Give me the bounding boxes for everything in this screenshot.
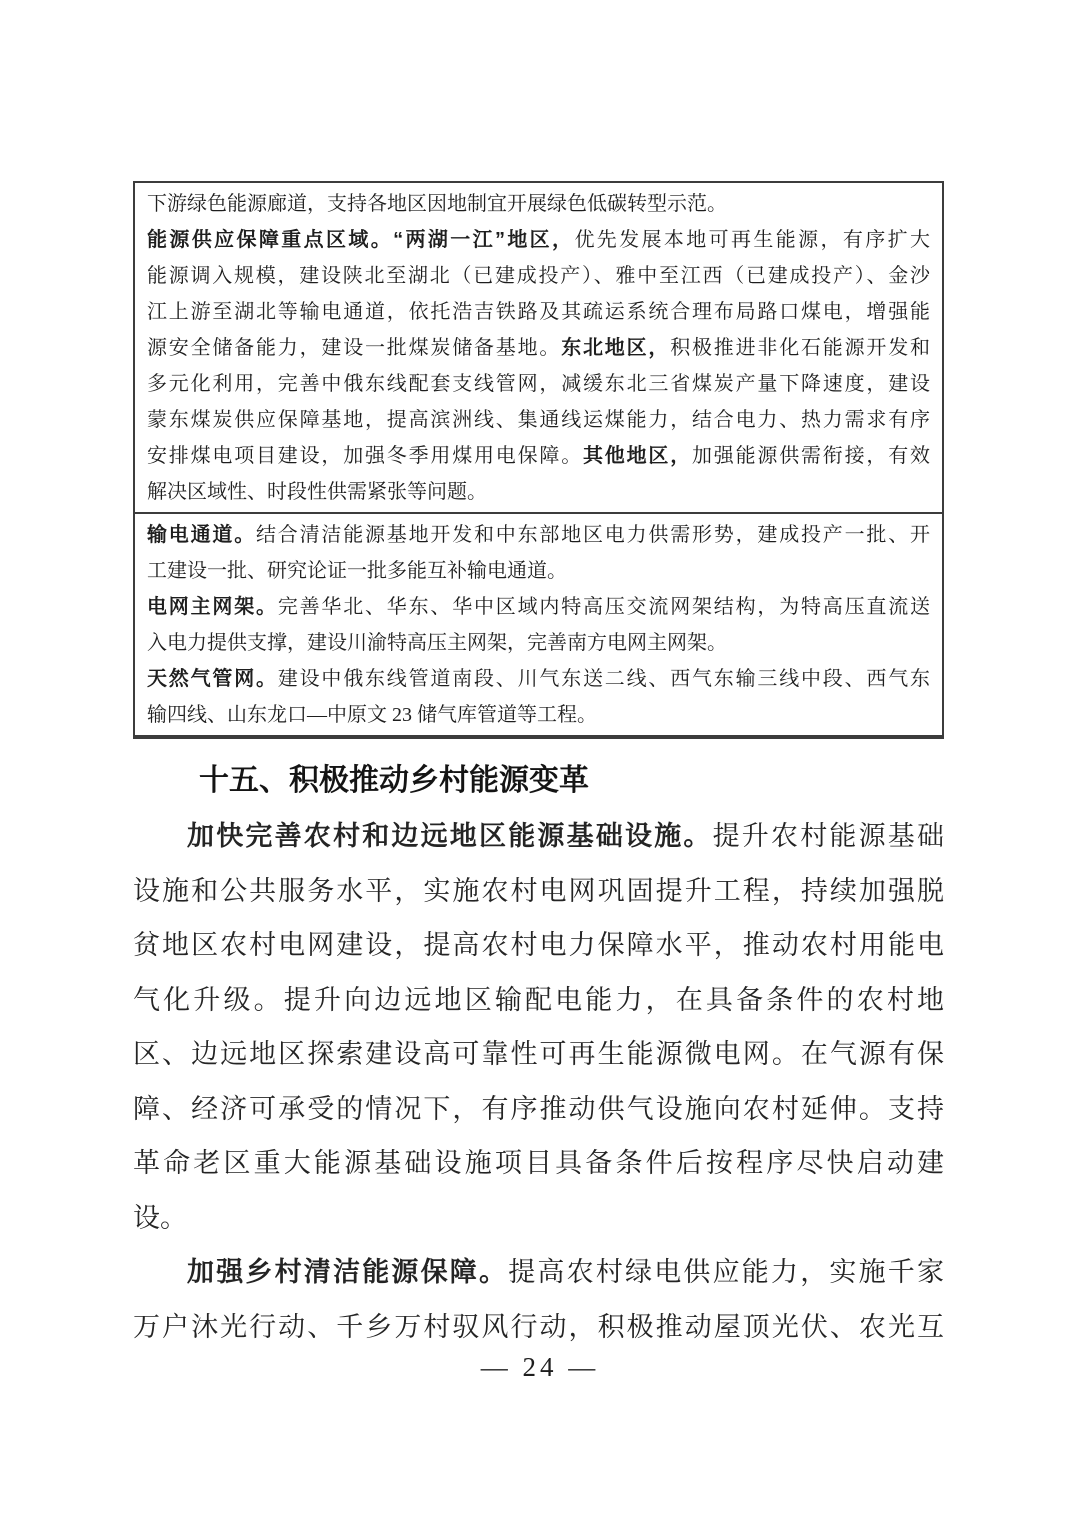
text-line [147,402,930,438]
text-line [133,1300,944,1355]
text-run: 提升农村能源基础 [712,821,944,851]
text-run: 加强能源供需衔接，有效 [692,445,930,467]
text-line [147,186,930,222]
text-line [147,438,930,474]
text-run: 入电力提供支撑，建设川渝特高压主网架，完善南方电网主网架。 [147,632,727,654]
text-run: 提高农村绿电供应能力，实施千家 [508,1257,944,1287]
paragraph-rural-infrastructure [133,809,944,1245]
text-run: 完善华北、华东、华中区域内特高压交流网架结构，为特高压直流送 [277,596,930,618]
text-line [147,258,930,294]
text-line [147,661,930,697]
text-line [147,625,930,661]
text-run: 气化升级。提升向边远地区输配电能力，在具备条件的农村地 [133,984,944,1015]
text-run: 多元化利用，完善中俄东线配套支线管网，减缓东北三省煤炭产量下降速度，建设 [147,373,930,395]
bold-run: 东北地区， [561,337,671,359]
text-run: 输四线、山东龙口—中原文 23 储气库管道等工程。 [147,704,597,726]
text-line [133,1191,944,1246]
bold-run: 其他地区， [583,445,692,467]
text-run: 贫地区农村电网建设，提高农村电力保障水平，推动农村用能电 [133,930,944,960]
text-line [147,517,930,553]
text-line [147,553,930,589]
section-heading: 十五、积极推动乡村能源变革 [199,764,589,797]
text-run: 积极推进非化石能源开发和 [670,337,930,359]
text-run: 区、边远地区探索建设高可靠性可再生能源微电网。在气源有保 [133,1039,944,1069]
text-run: 江上游至湖北等输电通道，依托浩吉铁路及其疏运系统合理布局路口煤电，增强能 [147,301,930,323]
page-content-column [133,181,944,1354]
text-line [133,1027,944,1082]
text-line [147,474,930,510]
text-line [147,366,930,402]
text-line [147,330,930,366]
text-run: 结合清洁能源基地开发和中东部地区电力供需形势，建成投产一批、开 [256,524,930,546]
paragraph-rural-clean-energy [133,1245,944,1354]
text-line [133,1082,944,1137]
text-run: 设施和公共服务水平，实施农村电网巩固提升工程，持续加强脱 [133,875,944,906]
text-run: 障、经济可承受的情况下，有序推动供气设施向农村延伸。支持 [133,1093,944,1124]
text-run: 安排煤电项目建设，加强冬季用煤用电保障。 [147,445,583,467]
text-run: 能源调入规模，建设陕北至湖北（已建成投产）、雅中至江西（已建成投产）、金沙 [147,265,930,287]
text-line [147,222,930,258]
bold-run: 能源供应保障重点区域。“两湖一江”地区， [147,229,575,251]
text-run: 万户沐光行动、千乡万村驭风行动，积极推动屋顶光伏、农光互 [133,1311,944,1342]
text-run: 源安全储备能力，建设一批煤炭储备基地。 [147,337,562,359]
bold-run: 加强乡村清洁能源保障。 [187,1257,509,1287]
text-line [147,697,930,733]
body-paragraphs [133,809,944,1354]
page-number: — 24 — [480,1352,600,1382]
text-line [133,1136,944,1191]
text-run: 工建设一批、研究论证一批多能互补输电通道。 [147,560,567,582]
text-line [133,918,944,973]
text-run: 解决区域性、时段性供需紧张等问题。 [147,481,487,503]
bold-run: 天然气管网。 [147,668,278,690]
text-run: 蒙东煤炭供应保障基地，提高滨洲线、集通线运煤能力，结合电力、热力需求有序 [147,409,930,431]
callout-box-energy-supply-regions [133,181,944,514]
bold-run: 电网主网架。 [147,596,278,618]
text-run: 设。 [133,1202,187,1233]
text-run: 优先发展本地可再生能源，有序扩大 [574,229,930,251]
text-run: 革命老区重大能源基础设施项目具备条件后按程序尽快启动建 [133,1148,944,1178]
text-line [133,864,944,919]
bold-run: 加快完善农村和边远地区能源基础设施。 [187,821,713,851]
text-run: 下游绿色能源廊道，支持各地区因地制宜开展绿色低碳转型示范。 [147,193,727,215]
bold-run: 输电通道。 [147,524,256,546]
callout-box-grid-and-pipelines [133,512,944,739]
text-run: 建设中俄东线管道南段、川气东送二线、西气东输三线中段、西气东 [277,668,930,690]
text-line [133,1245,944,1300]
text-line [147,589,930,625]
text-line [147,294,930,330]
text-line [133,809,944,864]
text-line [133,973,944,1028]
